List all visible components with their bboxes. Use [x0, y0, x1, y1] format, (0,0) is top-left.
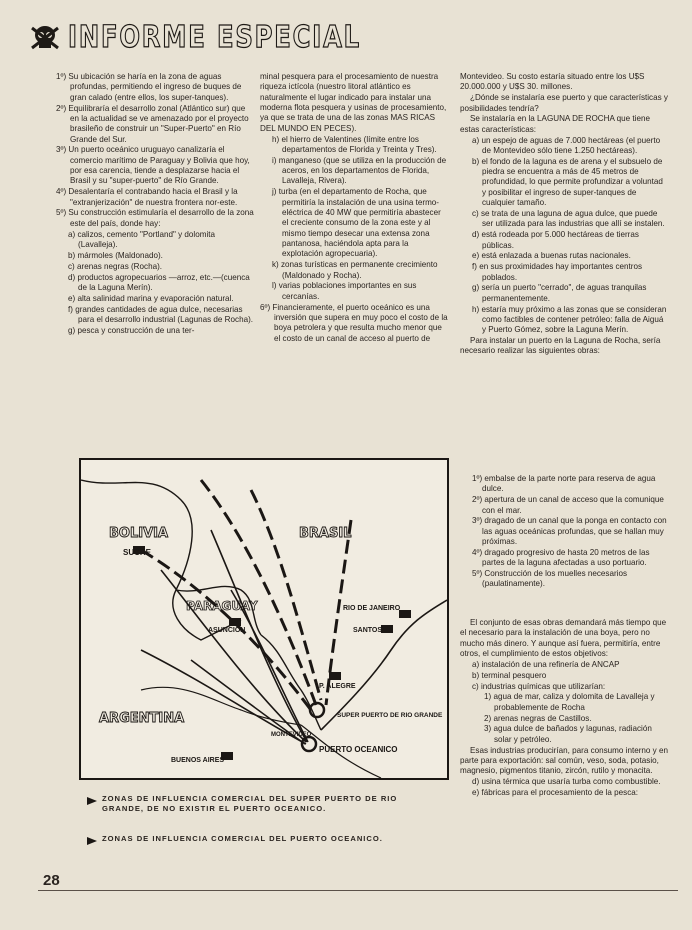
influence-arrow-solid: [141, 650, 306, 744]
list-item: a) un espejo de aguas de 7.000 hectáreas (el puerto de Montevideo sólo tiene 1.250 hectáreas).: [472, 135, 661, 155]
city-marker: [329, 672, 341, 680]
paragraph: 4º) Desalentaría el contrabando hacia el Brasil y la "extranjerización" de nuestra frontera nor-este.: [56, 187, 238, 207]
city-label: MONTEVIDEO: [271, 732, 312, 738]
list-item: f) grandes cantidades de agua dulce, necesarias para el desarrollo industrial (Lagunas de Rocha).: [68, 304, 254, 324]
list-item: c) arenas negras (Rocha).: [68, 261, 163, 271]
section-header: [30, 20, 394, 55]
city-label: RIO DE JANEIRO: [343, 605, 401, 612]
list-item: e) fábricas para el procesamiento de la pesca:: [472, 788, 639, 797]
list-item: a) instalación de una refinería de ANCAP: [472, 659, 620, 669]
list-item: d) usina térmica que usaría turba como combustible.: [472, 777, 661, 787]
paragraph: Montevideo. Su costo estaría situado entre los U$S 20.000.000 y U$S 30. millones.: [460, 72, 645, 92]
paragraph: ¿Dónde se instalaría ese puerto y que características y posibilidades tendría?: [460, 93, 668, 113]
map-drawing: [81, 460, 447, 778]
paragraph: Para instalar un puerto en la Laguna de Rocha, sería necesario realizar las siguientes obras:: [460, 336, 661, 356]
list-item: g) pesca y construcción de una ter-: [68, 325, 195, 335]
list-item: 2º) apertura de un canal de acceso que la comunique con el mar.: [472, 495, 664, 515]
works-list: [460, 474, 668, 590]
list-item: f) en sus proximidades hay importantes centros poblados.: [472, 262, 643, 282]
list-item: e) está enlazada a buenas rutas nacionales.: [472, 251, 631, 261]
coastline: [321, 600, 447, 730]
legend-item-dashed: [102, 794, 422, 814]
legend-text: ZONAS DE INFLUENCIA COMERCIAL DEL PUERTO OCEANICO.: [102, 834, 383, 843]
paragraph: 3º) Un puerto oceánico uruguayo canalizaría el comercio marítimo de Paraguay y Bolivia que hoy, por esa carencia, tiende a desplazarse hacia el Brasil y su "super-puerto" de Río Grande.: [56, 145, 250, 186]
page-number: 28: [43, 872, 60, 889]
column-1: [56, 72, 254, 337]
list-item: 4º) dragado progresivo de hasta 20 metros de las partes de la laguna afectadas a uso portuario.: [472, 547, 650, 568]
paragraph: 5º) Su construcción estimularía el desarrollo de la zona este del país, donde hay:: [56, 208, 254, 228]
list-item: g) sería un puerto "cerrado", de aguas tranquilas permanentemente.: [472, 283, 647, 303]
paragraph: 1º) Su ubicación se haría en la zona de aguas profundas, permitiendo el ingreso de buques de gran calado (entre ellos, los super-tanques).: [56, 72, 242, 102]
list-item: b) el fondo de la laguna es de arena y el subsuelo de piedra se encuentra a más de 45 metros de profundidad, lo que permite profundizar a voluntad y posibilitar el ingreso de super-tanques de cualquier tamaño.: [472, 156, 663, 208]
paragraph: Se instalaría en la LAGUNA DE ROCHA que tiene estas características:: [460, 114, 650, 134]
column-2: [260, 72, 448, 344]
list-item: h) el hierro de Valentines (límite entre los departamentos de Florida y Treinta y Tres).: [272, 134, 437, 154]
column-3: [460, 72, 668, 357]
city-label: BUENOS AIRES: [171, 757, 225, 764]
city-label: ASUNCION: [208, 627, 246, 634]
paragraph: 2º) Equilibraría el desarrollo zonal (Atlántico sur) que en la actualidad se ve amenazado por el proyecto brasileño de construir un "Super-Puerto" en Río Grande del Sur.: [56, 103, 249, 144]
paragraph: minal pesquera para el procesamiento de nuestra riqueza ictícola (nuestro litoral atlántico es naturalmente el lugar indicado para instalar una moderna flota pesquera y usinas de procesamiento, ya que se trata de una de las zonas MAS RICAS DEL MUNDO EN PECES).: [260, 72, 447, 133]
city-label: SANTOS: [353, 627, 383, 634]
list-item: d) productos agropecuarios —arroz, etc.—(cuenca de la Laguna Merín).: [68, 272, 250, 292]
list-item: 2) arenas negras de Castillos.: [484, 713, 592, 723]
influence-arrow-dashed: [251, 490, 321, 700]
list-item: 1º) embalse de la parte norte para reserva de agua dulce.: [472, 474, 656, 494]
list-item: i) manganeso (que se utiliza en la producción de aceros, en los departamentos de Florida, Lavalleja, Rivera).: [272, 155, 447, 186]
city-marker: [229, 618, 241, 626]
city-marker: [381, 625, 393, 633]
list-item: c) se trata de una laguna de agua dulce, que puede ser utilizada para las industrias que allí se instalen.: [472, 208, 665, 229]
list-item: d) está rodeada por 5.000 hectáreas de tierras públicas.: [472, 230, 639, 250]
list-item: l) varias poblaciones importantes en sus cercanías.: [272, 281, 417, 301]
list-item: a) calizos, cemento "Portland" y dolomita (Lavalleja).: [68, 229, 216, 249]
paragraph: Esas industrias producirían, para consumo interno y en parte para exportación: sal común, veso, soda, potasio, magnesio, pigmentos titanio, zircón, rutilo y monacita.: [460, 745, 668, 776]
country-label: ARGENTINA: [99, 711, 185, 726]
paragraph: 6º) Financieramente, el puerto oceánico es una inversión que supera en muy poco el costo de la boya petrolera y que resulta mucho menor que el costo de un canal de acceso al puerto de: [260, 302, 448, 343]
city-marker: [399, 610, 411, 618]
list-item: j) turba (en el departamento de Rocha, que permitiría la instalación de una usina termo-eléctrica de 40 MW que permitiría abastecer el creciente consumo de la zona este y al mismo tiempo desecar una extensa zona pantanosa, haciéndola apta para la explotación agropecuaria).: [272, 187, 441, 259]
legend-item-solid: [102, 834, 422, 844]
list-item: k) zonas turísticas en permanente crecimiento (Maldonado y Rocha).: [272, 260, 438, 280]
legend-text: ZONAS DE INFLUENCIA COMERCIAL DEL SUPER PUERTO DE RIO GRANDE, DE NO EXISTIR EL PUERTO OCEANICO.: [102, 794, 398, 813]
list-item: e) alta salinidad marina y evaporación natural.: [68, 293, 234, 303]
influence-map: [79, 458, 449, 780]
list-item: b) mármoles (Maldonado).: [68, 250, 163, 260]
country-label: PARAGUAY: [186, 599, 258, 613]
footer-divider: [38, 890, 678, 891]
influence-arrow-dashed: [201, 480, 316, 705]
dashed-arrow-icon: [86, 795, 98, 807]
page-title: INFORME ESPECIAL: [68, 20, 361, 55]
list-item: 3) agua dulce de bañados y lagunas, radiación solar y petróleo.: [484, 724, 652, 744]
port-label: PUERTO OCEANICO: [319, 745, 398, 754]
port-label: SUPER PUERTO DE RIO GRANDE: [337, 712, 443, 719]
list-item: 3º) dragado de un canal que la ponga en contacto con las aguas oceánicas profundas, que se hallan muy próximas.: [472, 516, 667, 547]
country-label: BOLIVIA: [109, 526, 169, 541]
solid-arrow-icon: [86, 835, 98, 847]
objectives-section: [460, 618, 668, 799]
list-item: 1) agua de mar, caliza y dolomita de Lavalleja y probablemente de Rocha: [484, 692, 655, 712]
skull-icon: [30, 24, 60, 52]
list-item: b) terminal pesquero: [472, 670, 547, 680]
city-label: P. ALEGRE: [319, 683, 356, 690]
list-item: c) industrias químicas que utilizarían:: [472, 681, 606, 691]
city-label: SUCRE: [123, 548, 152, 557]
list-item: h) estaría muy próximo a las zonas que se consideran como factibles de contener petróleo: falla de Aiguá y Puerto Gómez, sobre la Laguna Merín.: [472, 304, 667, 335]
country-label: BRASIL: [299, 526, 352, 541]
paragraph: El conjunto de esas obras demandará más tiempo que el necesario para la instalación de una boya, pero no mucho más dinero. Y aunque así fuera, permitiría, entre otros, el cumplimiento de estos objetivos:: [460, 618, 667, 659]
list-item: 5º) Construcción de los muelles necesarios (paulatinamente).: [472, 569, 628, 589]
